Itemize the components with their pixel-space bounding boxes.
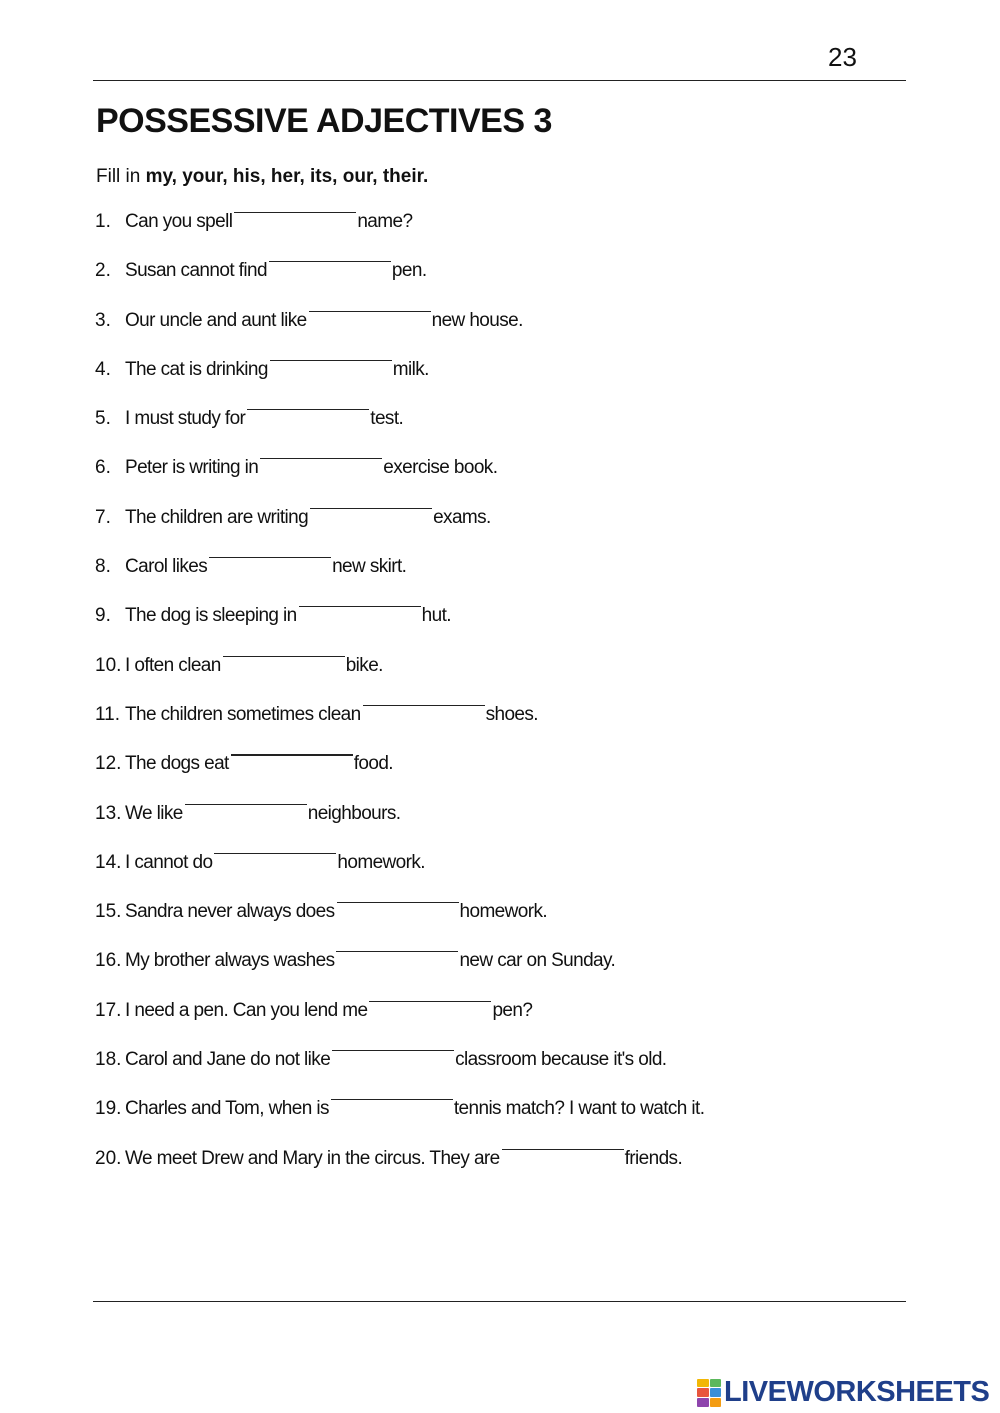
answer-blank[interactable] [331,1098,453,1100]
exercise-item [95,310,915,359]
exercise-item [95,556,915,605]
answer-blank[interactable] [247,408,369,410]
exercise-text-before: My brother always washes [125,950,335,972]
exercise-text-before: The children sometimes clean [125,703,361,725]
answer-blank[interactable] [336,950,458,952]
exercise-text-before: Susan cannot find [125,260,267,282]
exercise-text-before: Charles and Tom, when is [125,1098,329,1120]
top-divider [93,80,906,81]
exercise-text-after: pen? [492,999,533,1021]
exercise-text-before: I must study for [125,408,246,430]
exercise-item [95,901,915,950]
instruction-prefix: Fill in [96,166,141,187]
answer-blank[interactable] [234,211,356,213]
exercise-item [95,655,915,704]
answer-blank[interactable] [260,457,382,459]
exercise-number: 1. [95,211,111,232]
exercise-item [95,211,915,260]
exercise-item [95,704,915,753]
exercise-text-before: The children are writing [125,506,309,528]
answer-blank[interactable] [332,1049,454,1051]
exercise-number: 2. [95,260,111,282]
exercise-number: 14. [95,851,122,873]
exercise-item [95,950,915,999]
answer-blank[interactable] [299,605,421,607]
answer-blank[interactable] [337,901,459,903]
exercise-item [95,1000,915,1049]
exercise-text-after: new skirt. [332,556,407,578]
instruction-words: my, your, his, her, its, our, their. [145,166,429,187]
exercise-text-after: tennis match? I want to watch it. [453,1098,705,1120]
exercise-text-after: homework. [337,851,425,873]
exercise-number: 16. [95,950,122,972]
logo-tile [697,1379,709,1388]
exercise-text-before: I need a pen. Can you lend me [125,999,368,1021]
liveworksheets-brand[interactable] [697,1376,989,1409]
exercise-number: 13. [95,802,122,824]
exercise-text-after: test. [370,408,404,430]
answer-blank[interactable] [223,655,345,657]
exercise-text-after: homework. [459,901,548,923]
exercise-text-after: food. [353,753,393,775]
exercise-item [95,1098,915,1147]
exercise-item [95,1148,915,1197]
answer-blank[interactable] [185,803,307,805]
exercise-number: 15. [95,901,122,923]
exercise-text-after: pen. [391,260,427,282]
answer-blank[interactable] [269,260,391,262]
exercise-text-before: Our uncle and aunt like [125,309,307,331]
exercise-text-before: Sandra never always does [125,901,335,923]
exercise-text-after: name? [357,211,413,232]
exercise-item [95,753,915,802]
answer-blank[interactable] [214,852,336,854]
liveworksheets-logo-icon [697,1379,721,1407]
exercise-text-before: I cannot do [125,851,213,873]
exercise-number: 4. [95,358,111,380]
answer-blank[interactable] [270,359,392,361]
exercise-number: 11. [95,703,121,725]
exercise-text-before: The dog is sleeping in [125,605,297,627]
exercise-number: 10. [95,654,122,676]
logo-tile [710,1388,722,1397]
exercise-list [95,211,915,1197]
exercise-text-after: exams. [433,506,491,528]
exercise-number: 8. [95,556,111,578]
exercise-text-before: The dogs eat [125,753,229,775]
answer-blank[interactable] [369,1000,491,1002]
logo-tile [710,1379,722,1388]
exercise-item [95,457,915,506]
exercise-number: 3. [95,309,111,331]
answer-blank[interactable] [231,753,353,756]
exercise-item [95,359,915,408]
exercise-item [95,408,915,457]
instruction [96,166,428,188]
exercise-item [95,260,915,309]
exercise-text-before: The cat is drinking [125,358,268,380]
exercise-item [95,803,915,852]
exercise-item [95,1049,915,1098]
exercise-item [95,507,915,556]
page-number: 23 [828,42,857,72]
exercise-number: 20. [95,1147,122,1169]
exercise-text-before: We like [125,802,183,824]
logo-tile [697,1388,709,1397]
exercise-item [95,605,915,654]
exercise-number: 19. [95,1098,122,1120]
exercise-text-after: shoes. [485,703,538,725]
exercise-text-before: We meet Drew and Mary in the circus. They are [125,1147,500,1169]
exercise-text-before: Can you spell [125,211,233,232]
answer-blank[interactable] [310,507,432,509]
exercise-text-after: milk. [392,358,429,380]
exercise-text-before: Carol likes [125,556,208,578]
bottom-divider [93,1301,906,1302]
exercise-text-after: neighbours. [307,802,401,824]
answer-blank[interactable] [502,1148,624,1150]
exercise-text-after: bike. [345,654,383,676]
exercise-number: 7. [95,506,111,528]
exercise-text-after: classroom because it's old. [455,1049,667,1071]
exercise-text-after: new house. [431,309,523,331]
logo-tile [710,1398,722,1407]
answer-blank[interactable] [309,310,431,312]
exercise-number: 12. [95,753,122,775]
exercise-item [95,852,915,901]
brand-name: LIVEWORKSHEETS [724,1376,990,1408]
exercise-text-before: Carol and Jane do not like [125,1049,331,1071]
exercise-number: 9. [95,605,111,627]
exercise-text-before: I often clean [125,654,221,676]
exercise-number: 6. [95,457,111,479]
exercise-text-after: friends. [624,1147,683,1169]
answer-blank[interactable] [363,704,485,706]
exercise-text-after: hut. [421,605,451,627]
exercise-number: 17. [95,999,122,1021]
answer-blank[interactable] [209,556,331,558]
exercise-number: 5. [95,408,111,430]
exercise-text-after: new car on Sunday. [459,950,616,972]
exercise-text-after: exercise book. [383,457,498,479]
exercise-number: 18. [95,1049,122,1071]
worksheet-title: POSSESSIVE ADJECTIVES 3 [96,102,552,140]
exercise-text-before: Peter is writing in [125,457,259,479]
logo-tile [697,1398,709,1407]
